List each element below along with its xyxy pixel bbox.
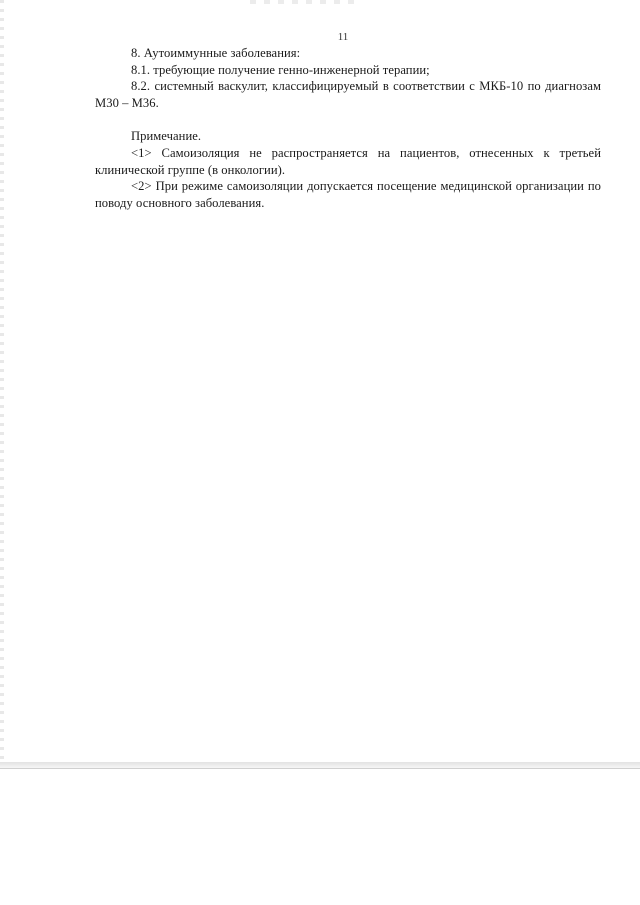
footnote-2: <2> При режиме самоизоляции допускается посещение медицинской организации по поводу основного заболевания. xyxy=(95,179,601,210)
page-number: 11 xyxy=(337,31,349,43)
list-item-8-2: 8.2. системный васкулит, классифицируемый в соответствии с МКБ-10 по диагнозам М30 – М36. xyxy=(95,79,601,110)
scan-top-marks xyxy=(250,0,360,4)
footnote-1: <1> Самоизоляция не распространяется на пациентов, отнесенных к третьей клинической группе (в онкологии). xyxy=(95,145,601,177)
list-item-8-1: 8.1. требующие получение генно-инженерной терапии; xyxy=(131,62,430,77)
scan-edge-marks xyxy=(0,0,4,768)
section-heading-autoimmune: 8. Аутоиммунные заболевания: xyxy=(131,46,301,60)
note-heading: Примечание. xyxy=(131,129,202,144)
document-body xyxy=(95,45,601,211)
spacer xyxy=(95,111,601,128)
page-bottom-edge xyxy=(0,762,640,769)
